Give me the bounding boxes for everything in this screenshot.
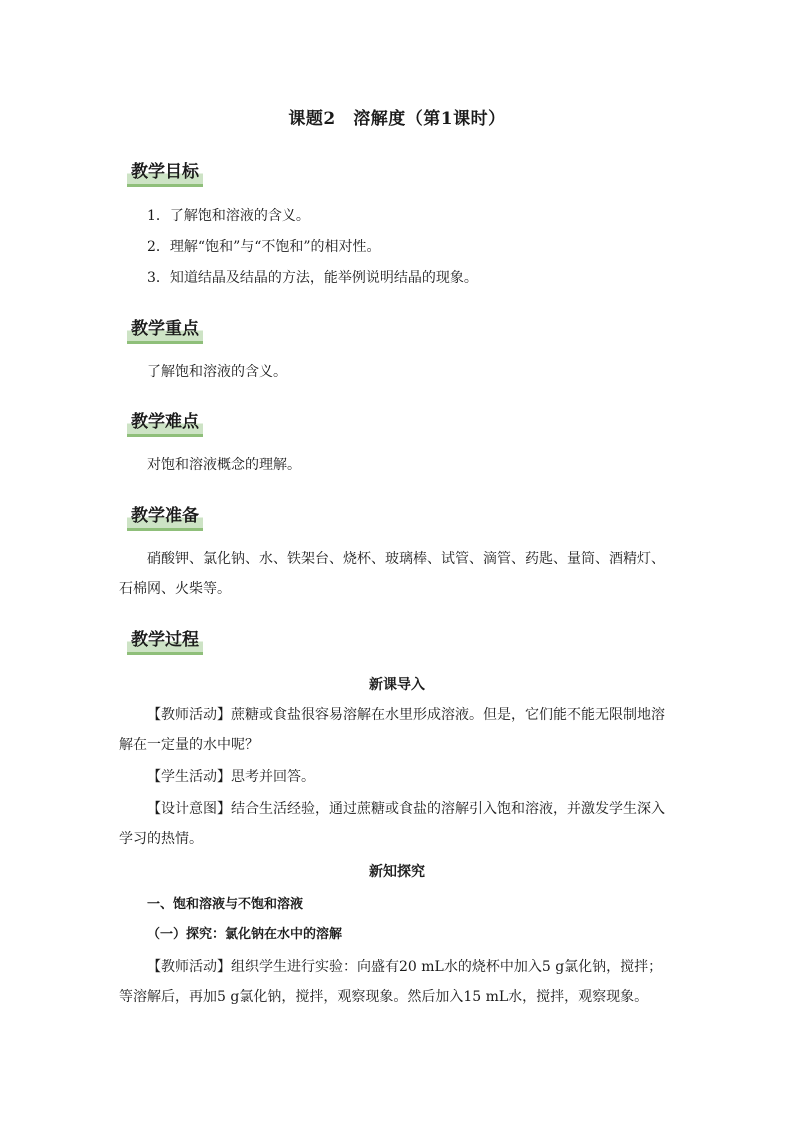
design-intent: 【设计意图】结合生活经验，通过蔗糖或食盐的溶解引入饱和溶液，并激发学生深入学习的热情。 [119, 801, 665, 847]
goal-item-2: 2．理解“饱和”与“不饱和”的相对性。 [147, 239, 381, 255]
explore-heading: 新知探究 [369, 864, 425, 880]
goal-item-3: 3．知道结晶及结晶的方法，能举例说明结晶的现象。 [147, 270, 478, 286]
teacher-activity-2: 【教师活动】组织学生进行实验：向盛有20 mL水的烧杯中加入5 g氯化钠，搅拌；等溶解后，再加5 g氯化钠，搅拌，观察现象。然后加入15 mL水，搅拌，观察现象。 [119, 959, 663, 1005]
section-heading-goals: 教学目标 [127, 161, 203, 187]
page-title: 课题2 溶解度（第1课时） [288, 109, 506, 129]
student-activity: 【学生活动】思考并回答。 [147, 769, 315, 785]
part-one-subheading: （一）探究：氯化钠在水中的溶解 [147, 927, 343, 942]
difficulties-text: 对饱和溶液概念的理解。 [147, 457, 301, 473]
key-points-text: 了解饱和溶液的含义。 [147, 364, 287, 380]
preparation-text: 硝酸钾、氯化钠、水、铁架台、烧杯、玻璃棒、试管、滴管、药匙、量筒、酒精灯、石棉网、火柴等。 [119, 551, 665, 597]
section-heading-process: 教学过程 [127, 629, 203, 655]
section-heading-difficulties: 教学难点 [127, 411, 203, 437]
intro-heading: 新课导入 [369, 677, 425, 693]
section-heading-preparation: 教学准备 [127, 505, 203, 531]
teacher-activity-1: 【教师活动】蔗糖或食盐很容易溶解在水里形成溶液。但是，它们能不能无限制地溶解在一定量的水中呢？ [119, 707, 665, 753]
goal-item-1: 1．了解饱和溶液的含义。 [147, 208, 310, 224]
section-heading-key-points: 教学重点 [127, 318, 203, 344]
part-one-heading: 一、饱和溶液与不饱和溶液 [147, 897, 304, 912]
